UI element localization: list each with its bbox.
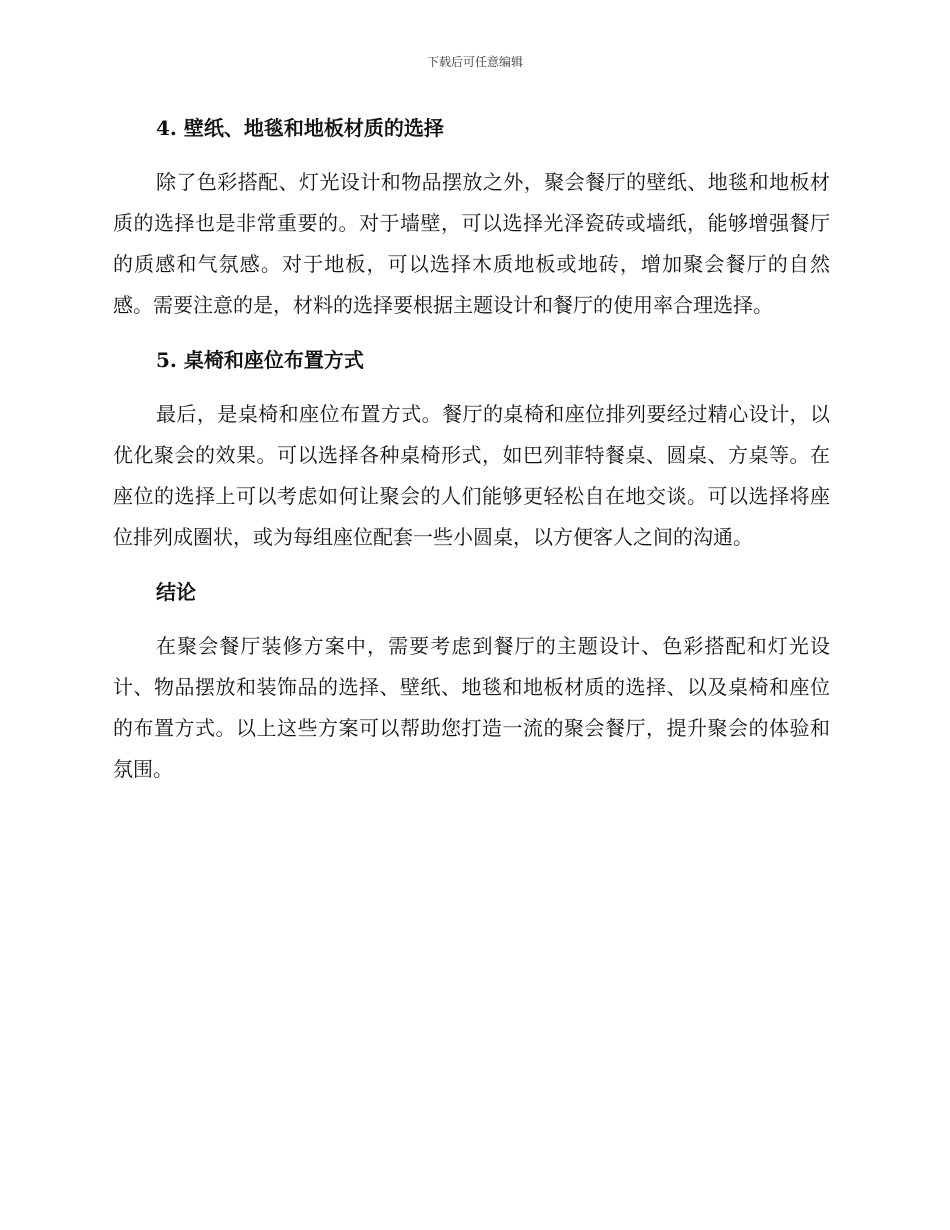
section-paragraph-seating: 最后，是桌椅和座位布置方式。餐厅的桌椅和座位排列要经过精心设计，以优化聚会的效果。可以选择各种桌椅形式，如巴列菲特餐桌、圆桌、方桌等。在座位的选择上可以考虑如何让聚会的人们能够更轻松自在地交谈。可以选择将座位排列成圈状，或为每组座位配套一些小圆桌，以方便客人之间的沟通。 <box>113 402 830 549</box>
document-body <box>113 108 830 790</box>
section-paragraph-materials: 除了色彩搭配、灯光设计和物品摆放之外，聚会餐厅的壁纸、地毯和地板材质的选择也是非常重要的。对于墙壁，可以选择光泽瓷砖或墙纸，能够增强餐厅的质感和气氛感。对于地板，可以选择木质地板或地砖，增加聚会餐厅的自然感。需要注意的是，材料的选择要根据主题设计和餐厅的使用率合理选择。 <box>113 170 830 317</box>
section-heading-materials: 4. 壁纸、地毯和地板材质的选择 <box>156 116 444 140</box>
section-materials <box>113 108 830 340</box>
section-conclusion <box>113 572 830 790</box>
section-paragraph-conclusion: 在聚会餐厅装修方案中，需要考虑到餐厅的主题设计、色彩搭配和灯光设计、物品摆放和装饰品的选择、壁纸、地毯和地板材质的选择、以及桌椅和座位的布置方式。以上这些方案可以帮助您打造一流的聚会餐厅，提升聚会的体验和氛围。 <box>113 634 830 781</box>
section-heading-seating: 5. 桌椅和座位布置方式 <box>156 348 364 372</box>
section-seating <box>113 340 830 572</box>
header-note: 下载后可任意编辑 <box>426 55 523 69</box>
section-heading-conclusion: 结论 <box>156 580 196 604</box>
